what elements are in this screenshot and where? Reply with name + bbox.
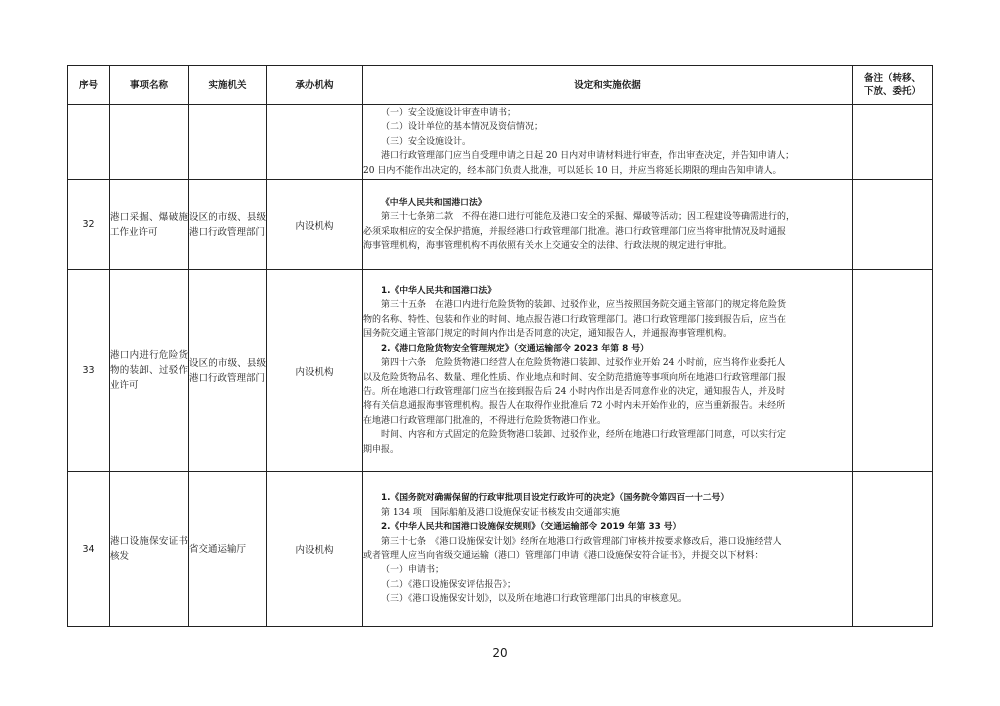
row32-basis — [363, 180, 853, 270]
row32-agency: 设区的市级、县级港口行政管理部门 — [189, 180, 267, 270]
row33-basis — [363, 270, 853, 472]
basis-line: 《中华人民共和国港口法》 — [381, 197, 487, 208]
table-row-continued — [68, 105, 933, 180]
basis-line: 港口行政管理部门应当自受理申请之日起 20 日内对申请材料进行审查，作出审查决定，并告知申请人； — [381, 151, 795, 162]
cont-basis-cell — [363, 105, 853, 180]
basis-line: 第三十七条 《港口设施保安计划》经所在地港口行政管理部门审核并按要求修改后，港口设施经营人 — [381, 536, 782, 547]
header-handler: 承办机构 — [267, 66, 363, 105]
table-row-33 — [68, 270, 933, 472]
basis-line: 1.《国务院对确需保留的行政审批项目设定行政许可的决定》（国务院令第四百一十二号） — [381, 493, 730, 504]
row34-handler: 内设机构 — [267, 472, 363, 627]
row33-no: 33 — [68, 270, 110, 472]
row33-agency: 设区的市级、县级港口行政管理部门 — [189, 270, 267, 472]
cont-no-cell — [68, 105, 110, 180]
table-row-32 — [68, 180, 933, 270]
basis-line: （一）申请书； — [381, 565, 445, 576]
basis-line: 物的名称、特性、包装和作业的时间、地点报告港口行政管理部门。港口行政管理部门接到报告后，应当在 — [363, 314, 787, 325]
basis-line: 第三十五条 在港口内进行危险货物的装卸、过驳作业，应当按照国务院交通主管部门的规定将危险货 — [381, 300, 787, 311]
basis-line: 1.《中华人民共和国港口法》 — [381, 286, 497, 297]
basis-line: （二）设计单位的基本情况及资信情况； — [381, 122, 544, 133]
row34-name: 港口设施保安证书核发 — [110, 472, 189, 627]
basis-line: 20 日内不能作出决定的，经本部门负责人批准，可以延长 10 日，并应当将延长期限的理由告知申请人。 — [363, 165, 782, 176]
row34-no: 34 — [68, 472, 110, 627]
header-remark-line2: 下放、委托） — [863, 86, 921, 97]
basis-line: （三）《港口设施保安计划》，以及所在地港口行政管理部门出具的审核意见。 — [381, 594, 688, 605]
header-name: 事项名称 — [110, 66, 189, 105]
header-row — [68, 66, 933, 105]
row34-remark — [853, 472, 933, 627]
basis-line: 告。所在地港口行政管理部门应当在接到报告后 24 小时内作出是否同意作业的决定，通知报告人，并及时 — [363, 386, 786, 397]
basis-line: （一）安全设施设计审查申请书； — [381, 107, 517, 118]
basis-line: 或者管理人应当向省级交通运输（港口）管理部门申请《港口设施保安符合证书》，并提交以下材料： — [363, 551, 764, 561]
basis-line: 第 134 项 国际船舶及港口设施保安证书核发由交通部实施 — [381, 507, 620, 518]
basis-line: 在地港口行政管理部门批准的，不得进行危险货物港口作业。 — [363, 415, 607, 426]
row32-handler: 内设机构 — [267, 180, 363, 270]
basis-line: （二）《港口设施保安评估报告》； — [381, 579, 517, 590]
cont-name-cell — [110, 105, 189, 180]
header-remark — [853, 66, 933, 105]
basis-line: 期申报。 — [363, 444, 400, 455]
basis-line: 国务院交通主管部门规定的时间内作出是否同意的决定，通知报告人，并通报海事管理机构。 — [363, 329, 733, 340]
page-number: 20 — [492, 646, 508, 660]
basis-line: 必须采取相应的安全保护措施，并报经港口行政管理部门批准。港口行政管理部门应当将审批情况及时通报 — [363, 226, 787, 237]
cont-remark-cell — [853, 105, 933, 180]
basis-line: 第三十七条第二款 不得在港口进行可能危及港口安全的采掘、爆破等活动；因工程建设等确需进行的， — [381, 212, 796, 223]
header-remark-line1: 备注（转移、 — [863, 73, 921, 84]
basis-line: 海事管理机构，海事管理机构不再依照有关水上交通安全的法律、行政法规的规定进行审批。 — [363, 240, 733, 251]
header-basis: 设定和实施依据 — [363, 66, 853, 105]
row34-agency: 省交通运输厅 — [189, 472, 267, 627]
row32-no: 32 — [68, 180, 110, 270]
row32-name: 港口采掘、爆破施工作业许可 — [110, 180, 189, 270]
row34-basis — [363, 472, 853, 627]
row33-name: 港口内进行危险货物的装卸、过驳作业许可 — [110, 270, 189, 472]
regulation-table — [67, 65, 933, 627]
basis-line: （三）安全设施设计。 — [381, 136, 472, 147]
header-no: 序号 — [68, 66, 110, 105]
row33-handler: 内设机构 — [267, 270, 363, 472]
row33-remark — [853, 270, 933, 472]
basis-line: 第四十六条 危险货物港口经营人在危险货物港口装卸、过驳作业开始 24 小时前，应当将作业委托人 — [381, 358, 786, 369]
header-agency: 实施机关 — [189, 66, 267, 105]
cont-handler-cell — [267, 105, 363, 180]
basis-line: 2.《中华人民共和国港口设施保安规则》（交通运输部令 2019 年第 33 号） — [381, 522, 682, 533]
row32-remark — [853, 180, 933, 270]
basis-line: 2.《港口危险货物安全管理规定》（交通运输部令 2023 年第 8 号） — [381, 343, 649, 354]
basis-line: 将有关信息通报海事管理机构。报告人在取得作业批准后 72 小时内未开始作业的，应当重新报告。未经所 — [363, 401, 786, 412]
basis-line: 时间、内容和方式固定的危险货物港口装卸、过驳作业，经所在地港口行政管理部门同意，可以实行定 — [381, 430, 787, 441]
basis-line: 以及危险货物品名、数量、理化性质、作业地点和时间、安全防范措施等事项向所在地港口行政管理部门报 — [363, 372, 787, 383]
cont-agency-cell — [189, 105, 267, 180]
table-row-34 — [68, 472, 933, 627]
